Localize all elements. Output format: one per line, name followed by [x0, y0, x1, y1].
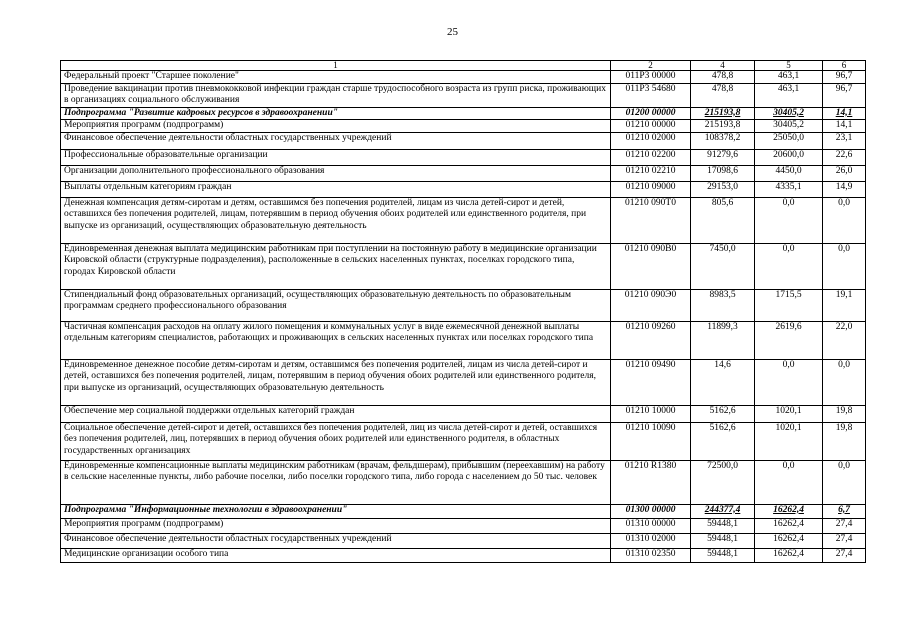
row-name-cell-text: Подпрограмма "Развитие кадровых ресурсов в здравоохранении" — [64, 107, 339, 118]
row-code-cell-text: 01210 090В0 — [624, 243, 677, 254]
row-percent-value-text: 19,8 — [835, 405, 853, 416]
row-percent-value-text: 0,0 — [838, 243, 850, 254]
row-name-cell-text: Частичная компенсация расходов на оплату жилого помещения и коммунальных услуг в виде ежемесячной денежной выплаты отдельным категориям специалистов, работающих и проживающих в сельских населенных пунктах или поселках городского типа — [64, 321, 594, 343]
row-code-cell-text: 01210 10000 — [625, 405, 676, 416]
row-code-cell — [611, 107, 691, 120]
row-name-cell-text: Стипендиальный фонд образовательных организаций, осуществляющих образовательную деятельность по образовательным программам среднего профессионального образования — [64, 289, 571, 311]
row-percent-value — [823, 518, 866, 533]
table-row — [61, 289, 866, 321]
row-fact-value — [755, 243, 823, 289]
row-plan-value — [691, 107, 755, 120]
table-row — [61, 83, 866, 107]
table-row — [61, 120, 866, 133]
row-percent-value — [823, 359, 866, 405]
row-fact-value — [755, 460, 823, 504]
row-name-cell — [61, 120, 611, 133]
row-code-cell-text: 01200 00000 — [625, 107, 676, 118]
row-code-cell-text: 01210 02000 — [625, 132, 676, 143]
row-code-cell — [611, 518, 691, 533]
row-name-cell — [61, 422, 611, 460]
row-plan-value-text: 478,8 — [711, 83, 734, 94]
row-plan-value — [691, 405, 755, 422]
row-code-cell-text: 011P3 54680 — [625, 83, 676, 94]
row-fact-value-text: 0,0 — [782, 197, 795, 208]
row-fact-value-text: 0,0 — [782, 243, 795, 254]
header-row — [61, 61, 866, 71]
table-row — [61, 71, 866, 84]
row-percent-value-text: 27,4 — [835, 533, 853, 544]
row-name-cell — [61, 405, 611, 422]
row-code-cell-text: 01210 00000 — [625, 120, 676, 130]
row-percent-value-text: 14,1 — [835, 107, 853, 118]
row-plan-value — [691, 181, 755, 197]
row-percent-value — [823, 422, 866, 460]
table-row — [61, 149, 866, 165]
row-plan-value-text: 7450,0 — [709, 243, 736, 254]
row-percent-value — [823, 71, 866, 84]
table-row — [61, 181, 866, 197]
row-code-cell-text: 01310 02350 — [625, 548, 676, 559]
row-name-cell — [61, 149, 611, 165]
row-fact-value-text: 16262,4 — [773, 518, 804, 529]
row-plan-value-text: 59448,1 — [707, 533, 738, 544]
row-code-cell — [611, 165, 691, 181]
table-row — [61, 321, 866, 359]
row-fact-value-text: 16262,4 — [773, 504, 804, 515]
row-plan-value — [691, 132, 755, 149]
row-code-cell — [611, 405, 691, 422]
row-fact-value-text: 1715,5 — [775, 289, 802, 300]
row-code-cell-text: 01210 10090 — [625, 422, 676, 433]
row-plan-value-text: 244377,4 — [704, 504, 741, 515]
header-cell-percent: 6 — [823, 61, 866, 71]
row-name-cell-text: Профессиональные образовательные организации — [64, 149, 268, 160]
table-row — [61, 460, 866, 504]
row-name-cell — [61, 289, 611, 321]
row-fact-value — [755, 181, 823, 197]
row-plan-value — [691, 83, 755, 107]
row-plan-value — [691, 149, 755, 165]
row-name-cell — [61, 518, 611, 533]
row-plan-value-text: 8983,5 — [709, 289, 736, 300]
row-fact-value-text: 1020,1 — [775, 405, 802, 416]
row-code-cell — [611, 181, 691, 197]
row-percent-value-text: 27,4 — [835, 548, 853, 559]
row-code-cell — [611, 149, 691, 165]
row-code-cell-text: 01300 00000 — [625, 504, 676, 515]
row-fact-value-text: 463,1 — [777, 83, 800, 94]
row-plan-value — [691, 548, 755, 562]
row-fact-value — [755, 197, 823, 243]
row-name-cell — [61, 548, 611, 562]
row-percent-value-text: 19,8 — [835, 422, 853, 433]
row-name-cell-text: Финансовое обеспечение деятельности областных государственных учреждений — [64, 533, 392, 544]
row-code-cell — [611, 132, 691, 149]
row-code-cell — [611, 289, 691, 321]
header-cell-code: 2 — [611, 61, 691, 71]
row-plan-value-text: 29153,0 — [707, 181, 738, 192]
table-row — [61, 422, 866, 460]
row-code-cell — [611, 548, 691, 562]
row-code-cell — [611, 533, 691, 548]
header-cell-fact: 5 — [755, 61, 823, 71]
row-plan-value — [691, 518, 755, 533]
row-plan-value-text: 108378,2 — [704, 132, 741, 143]
row-plan-value — [691, 533, 755, 548]
row-name-cell — [61, 132, 611, 149]
row-plan-value-text: 805,6 — [711, 197, 734, 208]
row-fact-value — [755, 289, 823, 321]
row-percent-value-text: 26,0 — [835, 165, 853, 176]
row-percent-value — [823, 165, 866, 181]
row-name-cell-text: Единовременное денежное пособие детям-сиротам и детям, оставшимся без попечения родителей, лицам из числа детей-сирот и детей, оставшихся без попечения родителей, лицам, потерявшим в период обучения обоих родителей или единственного родителя, при выпуске из организаций, осуществляющих образовательную деятельность — [64, 359, 597, 393]
row-code-cell — [611, 197, 691, 243]
row-fact-value — [755, 504, 823, 518]
row-percent-value — [823, 132, 866, 149]
row-percent-value — [823, 321, 866, 359]
row-percent-value-text: 19,1 — [835, 289, 853, 300]
row-name-cell — [61, 504, 611, 518]
row-percent-value-text: 23,1 — [835, 132, 853, 143]
row-code-cell-text: 01210 02210 — [625, 165, 676, 176]
header-cell-plan: 4 — [691, 61, 755, 71]
row-percent-value — [823, 83, 866, 107]
row-code-cell-text: 01310 00000 — [625, 518, 676, 529]
table-row — [61, 504, 866, 518]
row-name-cell-text: Единовременная денежная выплата медицинским работникам при поступлении на постоянную работу в медицинские организации Кировской области (структурные подразделения), расположенные в сельских населенных пунктах, поселках городского типа, городах Кировской области — [64, 243, 597, 277]
row-fact-value — [755, 149, 823, 165]
row-fact-value — [755, 321, 823, 359]
row-percent-value — [823, 289, 866, 321]
row-plan-value-text: 59448,1 — [707, 548, 738, 559]
row-name-cell — [61, 243, 611, 289]
row-name-cell-text: Выплаты отдельным категориям граждан — [64, 181, 232, 192]
row-code-cell-text: 01210 09490 — [625, 359, 676, 370]
row-plan-value-text: 14,6 — [714, 359, 731, 370]
row-plan-value-text: 215193,8 — [704, 120, 741, 130]
row-code-cell — [611, 71, 691, 84]
row-fact-value — [755, 422, 823, 460]
row-name-cell-text: Единовременные компенсационные выплаты медицинским работникам (врачам, фельдшерам), прибывшим (переехавшим) на работу в сельские населенные пункты, либо рабочие поселки, либо поселки городского типа, либо города с населением до 50 тыс. человек — [64, 460, 605, 482]
row-plan-value — [691, 321, 755, 359]
row-name-cell-text: Организации дополнительного профессионального образования — [64, 165, 325, 176]
row-percent-value — [823, 533, 866, 548]
row-percent-value-text: 27,4 — [835, 518, 853, 529]
row-fact-value — [755, 533, 823, 548]
row-fact-value — [755, 405, 823, 422]
row-percent-value-text: 0,0 — [838, 197, 850, 208]
row-percent-value — [823, 120, 866, 133]
row-fact-value — [755, 548, 823, 562]
row-fact-value-text: 1020,1 — [775, 422, 802, 433]
row-percent-value-text: 22,6 — [835, 149, 853, 160]
row-plan-value-text: 478,8 — [711, 71, 734, 81]
row-code-cell — [611, 359, 691, 405]
row-name-cell — [61, 460, 611, 504]
row-plan-value — [691, 504, 755, 518]
row-fact-value-text: 16262,4 — [773, 548, 804, 559]
row-percent-value — [823, 197, 866, 243]
row-code-cell-text: 01210 R1380 — [624, 460, 677, 471]
row-percent-value — [823, 107, 866, 120]
row-plan-value-text: 91279,6 — [707, 149, 738, 160]
row-percent-value — [823, 149, 866, 165]
row-plan-value — [691, 289, 755, 321]
row-fact-value-text: 16262,4 — [773, 533, 804, 544]
row-plan-value-text: 59448,1 — [707, 518, 738, 529]
row-fact-value-text: 2619,6 — [775, 321, 802, 332]
row-plan-value — [691, 197, 755, 243]
row-name-cell — [61, 321, 611, 359]
page-number: 25 — [447, 26, 458, 38]
table-row — [61, 132, 866, 149]
row-percent-value — [823, 181, 866, 197]
row-plan-value — [691, 71, 755, 84]
row-code-cell — [611, 243, 691, 289]
row-fact-value-text: 30405,2 — [773, 107, 804, 118]
row-code-cell-text: 01210 090Э0 — [624, 289, 677, 300]
table-row — [61, 165, 866, 181]
row-plan-value-text: 11899,3 — [707, 321, 738, 332]
row-fact-value-text: 25050,0 — [773, 132, 804, 143]
row-code-cell — [611, 422, 691, 460]
row-name-cell-text: Социальное обеспечение детей-сирот и детей, оставшихся без попечения родителей, лиц из числа детей-сирот и детей, оставшихся без попечения родителей, лиц, потерявших в период обучения обоих родителей или единственного родителя, в областных государственных организациях — [64, 422, 598, 456]
row-percent-value-text: 0,0 — [838, 359, 850, 370]
row-code-cell-text: 01210 02200 — [625, 149, 676, 160]
row-code-cell — [611, 460, 691, 504]
row-name-cell-text: Денежная компенсация детям-сиротам и детям, оставшимся без попечения родителей, лицам из числа детей-сирот и детей, оставшихся без попечения родителей, лицам, потерявшим в период обучения обоих родителей или единственного родителя, при выпуске из организаций, осуществляющих образовательную деятельность — [64, 197, 587, 231]
row-name-cell — [61, 71, 611, 84]
row-name-cell-text: Проведение вакцинации против пневмококковой инфекции граждан старше трудоспособного возраста из групп риска, проживающих в организациях социального обслуживания — [64, 83, 606, 105]
row-name-cell — [61, 107, 611, 120]
row-fact-value-text: 30405,2 — [773, 120, 804, 130]
table-row — [61, 107, 866, 120]
row-fact-value-text: 0,0 — [782, 359, 795, 370]
row-fact-value — [755, 518, 823, 533]
row-plan-value-text: 72500,0 — [707, 460, 738, 471]
row-plan-value — [691, 120, 755, 133]
row-plan-value — [691, 359, 755, 405]
row-fact-value-text: 0,0 — [782, 460, 795, 471]
row-plan-value-text: 215193,8 — [704, 107, 741, 118]
table-row — [61, 243, 866, 289]
row-plan-value-text: 5162,6 — [709, 422, 736, 433]
row-fact-value — [755, 71, 823, 84]
row-fact-value-text: 4335,1 — [775, 181, 802, 192]
row-fact-value-text: 4450,0 — [775, 165, 802, 176]
row-code-cell-text: 01210 09260 — [625, 321, 676, 332]
table-row — [61, 197, 866, 243]
row-code-cell — [611, 504, 691, 518]
row-percent-value-text: 22,0 — [835, 321, 853, 332]
row-percent-value-text: 0,0 — [838, 460, 850, 471]
table-row — [61, 548, 866, 562]
row-percent-value — [823, 405, 866, 422]
row-fact-value — [755, 120, 823, 133]
row-fact-value — [755, 83, 823, 107]
row-percent-value-text: 96,7 — [835, 71, 853, 81]
row-code-cell — [611, 321, 691, 359]
row-plan-value — [691, 460, 755, 504]
row-name-cell-text: Финансовое обеспечение деятельности областных государственных учреждений — [64, 132, 392, 143]
row-name-cell — [61, 533, 611, 548]
row-percent-value-text: 14,1 — [835, 120, 853, 130]
row-fact-value — [755, 165, 823, 181]
row-name-cell-text: Обеспечение мер социальной поддержки отдельных категорий граждан — [64, 405, 355, 416]
row-code-cell-text: 01310 02000 — [625, 533, 676, 544]
row-name-cell — [61, 83, 611, 107]
row-plan-value — [691, 165, 755, 181]
row-plan-value — [691, 243, 755, 289]
row-percent-value-text: 96,7 — [835, 83, 853, 94]
row-code-cell-text: 01210 09000 — [625, 181, 676, 192]
row-plan-value — [691, 422, 755, 460]
row-code-cell-text: 011P3 00000 — [625, 71, 676, 81]
row-fact-value-text: 20600,0 — [773, 149, 804, 160]
row-name-cell — [61, 197, 611, 243]
table-row — [61, 518, 866, 533]
row-name-cell — [61, 165, 611, 181]
row-name-cell-text: Федеральный проект "Старшее поколение" — [64, 71, 239, 81]
budget-table — [60, 60, 866, 563]
table-row — [61, 405, 866, 422]
row-percent-value — [823, 504, 866, 518]
row-name-cell-text: Мероприятия программ (подпрограмм) — [64, 518, 224, 529]
row-percent-value — [823, 460, 866, 504]
table-row — [61, 359, 866, 405]
header-cell-name: 1 — [61, 61, 611, 71]
row-fact-value — [755, 132, 823, 149]
row-name-cell-text: Мероприятия программ (подпрограмм) — [64, 120, 224, 130]
row-code-cell-text: 01210 090Т0 — [625, 197, 676, 208]
row-name-cell — [61, 181, 611, 197]
row-percent-value-text: 6,7 — [838, 504, 850, 515]
row-fact-value — [755, 107, 823, 120]
row-percent-value-text: 14,9 — [835, 181, 853, 192]
row-plan-value-text: 17098,6 — [707, 165, 738, 176]
row-fact-value — [755, 359, 823, 405]
table-row — [61, 533, 866, 548]
row-code-cell — [611, 120, 691, 133]
row-name-cell-text: Подпрограмма "Информационные технологии в здравоохранении" — [64, 504, 348, 515]
row-code-cell — [611, 83, 691, 107]
row-name-cell-text: Медицинские организации особого типа — [64, 548, 229, 559]
row-name-cell — [61, 359, 611, 405]
row-plan-value-text: 5162,6 — [709, 405, 736, 416]
row-percent-value — [823, 548, 866, 562]
row-fact-value-text: 463,1 — [777, 71, 800, 81]
row-percent-value — [823, 243, 866, 289]
